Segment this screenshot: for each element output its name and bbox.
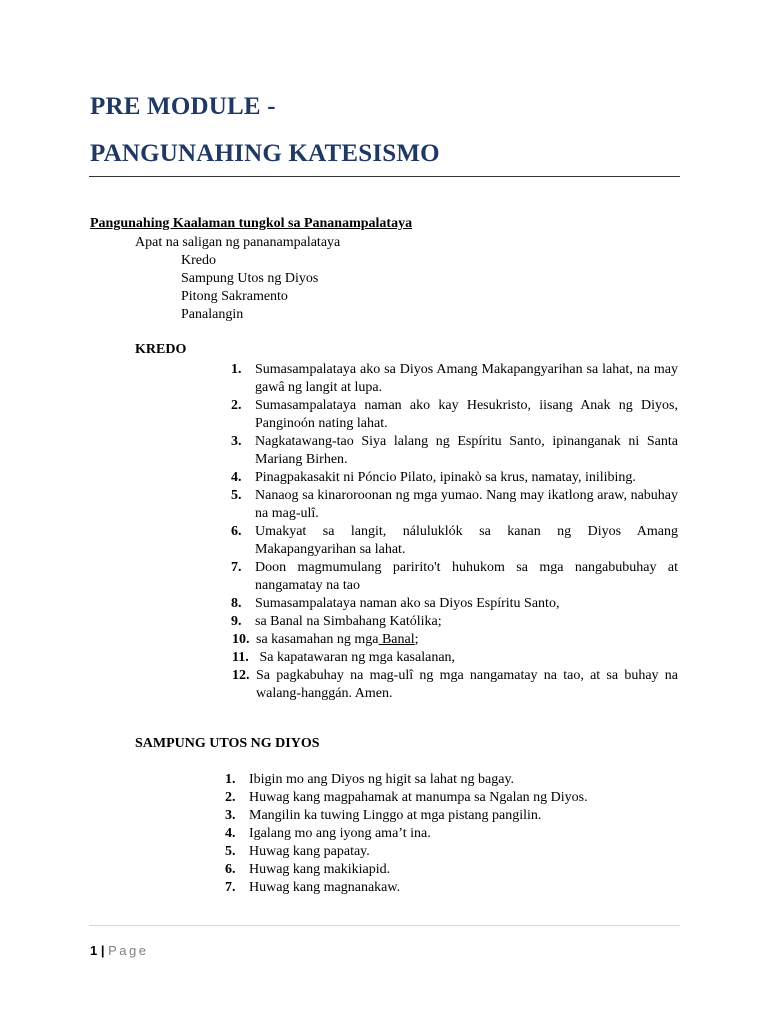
kredo-item xyxy=(231,559,678,595)
document-title-line1: PRE MODULE - xyxy=(90,93,276,120)
kredo-item xyxy=(231,487,678,523)
item-text: Nanaog sa kinaroroonan ng mga yumao. Nang may ikatlong araw, nabuhay na mag-ulî. xyxy=(255,488,678,521)
item-text: Igalang mo ang iyong ama’t ina. xyxy=(249,826,431,841)
intro-item-pitong-sakramento: Pitong Sakramento xyxy=(181,289,288,304)
item-number: 8. xyxy=(231,596,242,611)
item-text: Ibigin mo ang Diyos ng higit sa lahat ng bagay. xyxy=(249,772,515,787)
utos-item xyxy=(225,879,672,897)
kredo-item xyxy=(231,397,678,433)
item-number: 3. xyxy=(231,434,242,449)
item-number: 5. xyxy=(225,844,236,859)
item-text xyxy=(256,631,678,649)
utos-item xyxy=(225,825,672,843)
intro-item-panalangin: Panalangin xyxy=(181,307,244,322)
item-text: Pinagpakasakit ni Póncio Pilato, ipinakò sa krus, namatay, inilibing. xyxy=(255,470,636,485)
item-number: 9. xyxy=(231,614,242,629)
item-number: 7. xyxy=(225,880,236,895)
item-text: Huwag kang magpahamak at manumpa sa Ngalan ng Diyos. xyxy=(249,790,588,805)
footer-separator: | xyxy=(100,943,105,958)
utos-heading: SAMPUNG UTOS NG DIYOS xyxy=(135,736,320,751)
item-text-part: ; xyxy=(414,632,419,647)
item-number: 6. xyxy=(231,524,242,539)
page-label: Page xyxy=(108,943,149,958)
item-number: 4. xyxy=(225,826,236,841)
item-number: 12. xyxy=(232,668,250,683)
kredo-list xyxy=(231,361,678,703)
footer-divider xyxy=(89,925,680,926)
item-number: 1. xyxy=(225,772,236,787)
item-text: Nagkatawang-tao Siya lalang ng Espíritu Santo, ipinanganak ni Santa Mariang Birhen. xyxy=(255,434,678,467)
utos-item xyxy=(225,807,672,825)
intro-heading: Pangunahing Kaalaman tungkol sa Pananampalataya xyxy=(90,216,413,231)
item-text: Sa pagkabuhay na mag-ulî ng mga nangamatay na tao, at sa buhay na walang-hanggán. Amen. xyxy=(256,668,678,701)
item-text-part: sa kasamahan ng mga xyxy=(256,632,379,647)
title-divider xyxy=(89,176,680,177)
item-number: 11. xyxy=(232,650,249,665)
item-text: Sa kapatawaran ng mga kasalanan, xyxy=(256,650,456,665)
kredo-item xyxy=(231,631,678,649)
underlined-word: Banal xyxy=(378,632,415,647)
kredo-item xyxy=(231,523,678,559)
utos-item xyxy=(225,771,672,789)
item-number: 3. xyxy=(225,808,236,823)
item-text: Umakyat sa langit, náluluklók sa kanan ng Diyos Amang Makapangyarihan sa lahat. xyxy=(255,524,678,557)
intro-item-sampung-utos: Sampung Utos ng Diyos xyxy=(181,271,319,286)
utos-item xyxy=(225,861,672,879)
kredo-item xyxy=(231,613,678,631)
utos-list xyxy=(225,771,672,897)
kredo-item xyxy=(231,361,678,397)
item-text: Huwag kang papatay. xyxy=(249,844,370,859)
item-number: 7. xyxy=(231,560,242,575)
item-text: Huwag kang magnanakaw. xyxy=(249,880,401,895)
item-number: 4. xyxy=(231,470,242,485)
kredo-heading: KREDO xyxy=(135,342,187,357)
item-text: Mangilin ka tuwing Linggo at mga pistang pangilin. xyxy=(249,808,542,823)
item-text: Sumasampalataya naman ako kay Hesukristo, iisang Anak ng Diyos, Panginoón nating lahat. xyxy=(255,398,678,431)
kredo-item xyxy=(231,595,678,613)
item-text: sa Banal na Simbahang Katólika; xyxy=(255,614,442,629)
item-number: 2. xyxy=(225,790,236,805)
item-text: Huwag kang makikiapid. xyxy=(249,862,391,877)
item-number: 10. xyxy=(232,632,250,647)
page-footer xyxy=(90,943,149,958)
item-number: 1. xyxy=(231,362,242,377)
item-text: Doon magmumulang paririto't huhukom sa mga nangabubuhay at nangamatay na tao xyxy=(255,560,678,593)
page-number: 1 xyxy=(90,943,98,958)
item-number: 2. xyxy=(231,398,242,413)
item-number: 6. xyxy=(225,862,236,877)
intro-item-kredo: Kredo xyxy=(181,253,216,268)
item-text: Sumasampalataya naman ako sa Diyos Espíritu Santo, xyxy=(255,596,560,611)
document-title-line2: PANGUNAHING KATESISMO xyxy=(90,140,440,167)
kredo-item xyxy=(231,469,678,487)
kredo-item xyxy=(231,667,678,703)
item-number: 5. xyxy=(231,488,242,503)
utos-item xyxy=(225,843,672,861)
item-text: Sumasampalataya ako sa Diyos Amang Makapangyarihan sa lahat, na may gawâ ng langit at lupa. xyxy=(255,362,678,395)
intro-subheading: Apat na saligan ng pananampalataya xyxy=(135,235,341,250)
kredo-item xyxy=(231,433,678,469)
utos-item xyxy=(225,789,672,807)
kredo-item xyxy=(231,649,678,667)
